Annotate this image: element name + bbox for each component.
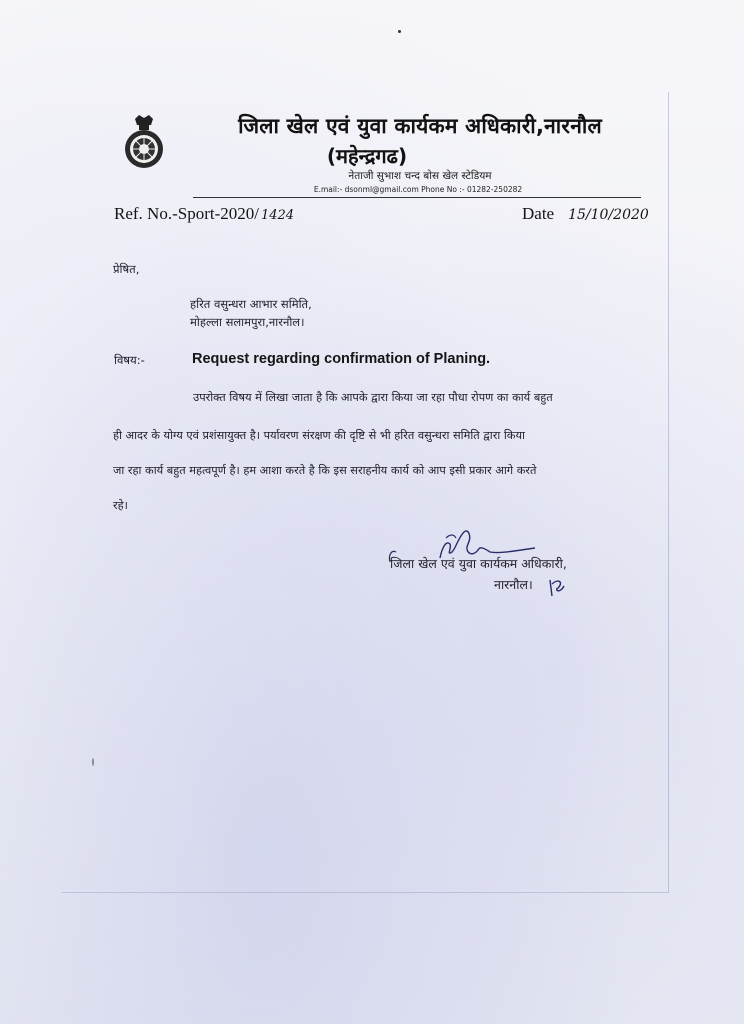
date-label: Date — [522, 204, 555, 223]
date-handwritten-value: 15/10/2020 — [568, 207, 649, 223]
body-line: जा रहा कार्य बहुत महत्वपूर्ण है। हम आशा करते है कि इस सराहनीय कार्य को आप इसी प्रकार आगे करते — [113, 464, 537, 477]
to-label: प्रेषित, — [113, 262, 140, 276]
header-divider — [193, 197, 641, 198]
body-line: ही आदर के योग्य एवं प्रशंसायुक्त है। पर्यावरण संरक्षण की दृष्टि से भी हरित वसुन्धरा समिति द्वारा किया — [113, 429, 525, 442]
recipient-address: मोहल्ला सलामपुरा,नारनौल। — [190, 315, 305, 329]
state-emblem-icon — [123, 113, 165, 171]
signatory-location: नारनौल। — [494, 577, 533, 592]
scan-speck — [92, 758, 94, 766]
scan-speck — [398, 30, 401, 33]
reference-number — [114, 204, 294, 224]
office-title: जिला खेल एवं युवा कार्यकम अधिकारी,नारनौल — [238, 114, 602, 138]
venue-line: नेताजी सुभाश चन्द बोस खेल स्टेडियम — [348, 170, 492, 182]
reference-handwritten-number: 1424 — [260, 208, 295, 223]
body-line: उपरोक्त विषय में लिखा जाता है कि आपके द्वारा किया जा रहा पौधा रोपण का कार्य बहुत — [193, 391, 553, 404]
subject-text: Request regarding confirmation of Planing. — [192, 351, 491, 367]
reference-label: Ref. No.-Sport-2020/ — [114, 204, 259, 223]
handwritten-initial — [546, 576, 568, 600]
signatory-designation: जिला खेल एवं युवा कार्यकम अधिकारी, — [390, 556, 567, 571]
contact-line: E.mail:- dsonml@gmail.com Phone No :- 01282-250282 — [313, 185, 523, 194]
letter-date — [522, 204, 649, 224]
recipient-name: हरित वसुन्धरा आभार समिति, — [190, 297, 312, 311]
body-line: रहे। — [113, 499, 128, 512]
subject-label: विषय:- — [114, 353, 145, 367]
district-subtitle: (महेन्द्रगढ) — [326, 144, 408, 168]
